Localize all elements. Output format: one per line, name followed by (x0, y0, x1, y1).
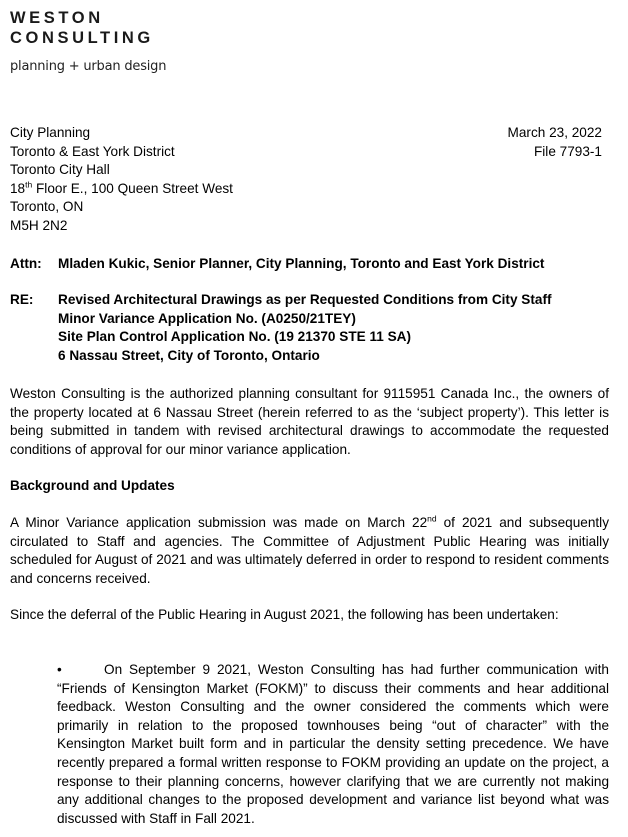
section-heading: Background and Updates (10, 478, 175, 493)
street-address: Floor E., 100 Queen Street West (32, 180, 233, 196)
address-line (10, 180, 233, 199)
logo-wordmark-line1: WESTON (10, 9, 104, 27)
address-line: City Planning (10, 125, 91, 140)
floor-suffix: th (25, 179, 33, 190)
subject-line: Site Plan Control Application No. (19 21370 STE 11 SA) (58, 329, 412, 345)
address-line: Toronto, ON (10, 199, 84, 215)
subject-line: Minor Variance Application No. (A0250/21TEY) (58, 310, 356, 326)
recipient-address (10, 124, 233, 236)
ordinal-suffix: nd (427, 513, 437, 524)
attention-label: Attn: (10, 256, 42, 271)
background-paragraph (10, 514, 609, 588)
floor-number: 18 (10, 180, 26, 196)
attention-text: Mladen Kukic, Senior Planner, City Planning, Toronto and East York District (58, 256, 545, 271)
subject-line: 6 Nassau Street, City of Toronto, Ontario (58, 347, 320, 363)
subject-block (10, 291, 552, 365)
attention-line (10, 255, 544, 274)
letter-meta (508, 124, 602, 161)
paragraph-text: of 2021 and subsequently circulated to Staff and agencies. The Committee of Adjustment Public Hearing was initially scheduled for August of 2021 and was ultimately deferred in order to respond to resident comments and concerns received. (10, 515, 609, 586)
subject-label: RE: (10, 292, 34, 307)
file-number: File 7793-1 (533, 143, 602, 159)
logo-wordmark-line2: CONSULTING (10, 29, 154, 47)
deferral-paragraph: Since the deferral of the Public Hearing in August 2021, the following has been undertaken: (10, 607, 559, 622)
bullet-item (57, 661, 609, 828)
address-line: M5H 2N2 (10, 217, 68, 233)
bullet-text: On September 9 2021, Weston Consulting has had further communication with “Friends of Kensington Market (FOKM)” to discuss their comments and hear additional feedback. Weston Consulting and the owner considered the comments which were primarily in relation to the proposed townhouses being “out of character” with the Kensington Market built form and in particular the density setting precedence. We have recently prepared a formal written response to FOKM providing an update on the project, a response to their planning concerns, however clarifying that we are currently not making any additional changes to the proposed development and variance list beyond what was discussed with Staff in Fall 2021. (57, 662, 609, 826)
address-line: Toronto & East York District (10, 143, 175, 159)
letter-date: March 23, 2022 (507, 125, 602, 140)
logo-tagline: planning + urban design (10, 59, 167, 74)
subject-line: Revised Architectural Drawings as per Requested Conditions from City Staff (58, 292, 552, 307)
intro-paragraph: Weston Consulting is the authorized planning consultant for 9115951 Canada Inc., the owners of the property located at 6 Nassau Street (herein referred to as the ‘subject property’). This letter is being submitted in tandem with revised architectural drawings to accommodate the requested conditions of approval for our minor variance application. (10, 386, 609, 457)
paragraph-text: A Minor Variance application submission was made on March 22 (10, 515, 428, 530)
company-logo (10, 8, 166, 74)
address-line: Toronto City Hall (10, 162, 110, 178)
bullet-icon: • (57, 662, 62, 677)
